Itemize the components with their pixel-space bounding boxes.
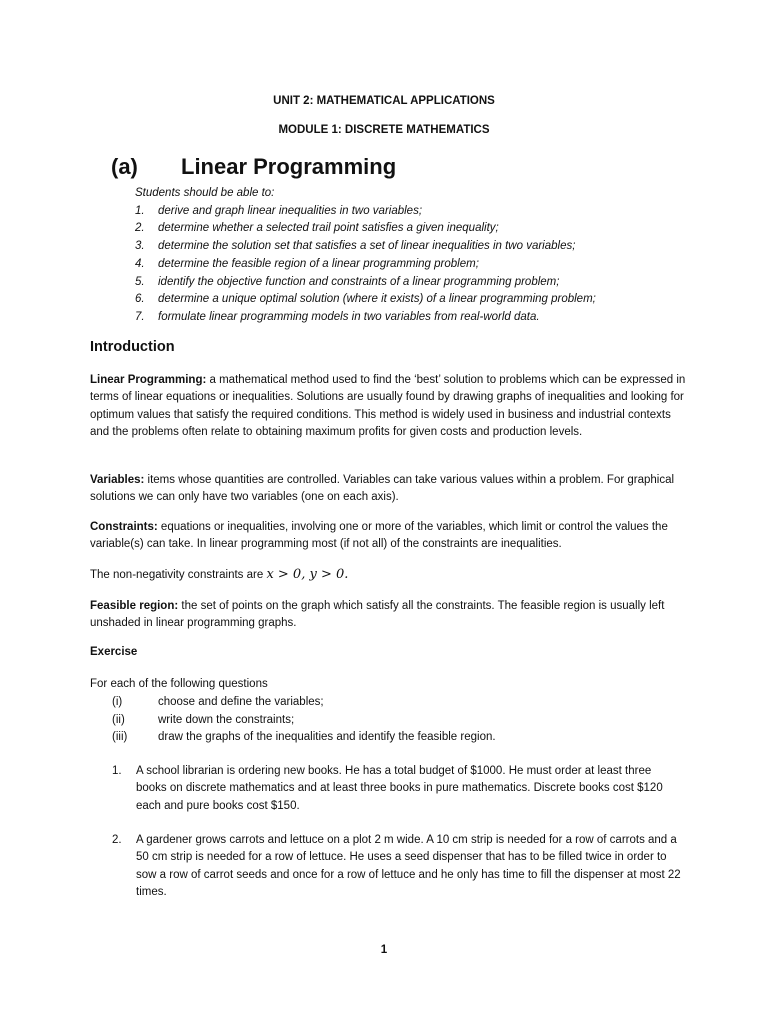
objective-item — [135, 203, 735, 221]
introduction-heading: Introduction — [90, 339, 175, 355]
objective-item — [135, 291, 735, 309]
exercise-subitem — [90, 729, 690, 747]
objective-item — [135, 309, 735, 327]
non-negativity-statement — [90, 566, 690, 584]
objective-text: identify the objective function and constraints of a linear programming problem; — [158, 275, 560, 288]
definition-term: Feasible region: — [90, 600, 179, 612]
objective-item — [135, 256, 735, 274]
objective-item — [135, 238, 735, 256]
definition-text: the set of points on the graph which satisfy all the constraints. The feasible region is usually left unshaded in linear programming graphs. — [90, 600, 665, 630]
exercise-question — [112, 763, 682, 815]
subitem-number: (i) — [112, 695, 123, 708]
exercise-subitem — [90, 712, 690, 730]
section-heading — [111, 154, 396, 180]
subitem-text: choose and define the variables; — [158, 695, 324, 708]
question-text: A school librarian is ordering new books. He has a total budget of $1000. He must order at least three books on discrete mathematics and at least three books in pure mathematics. Discrete books cost $120 each and pure books cost $150. — [136, 765, 663, 812]
exercise-instructions — [90, 676, 690, 747]
question-text: A gardener grows carrots and lettuce on a plot 2 m wide. A 10 cm strip is needed for a row of carrots and a 50 cm strip is needed for a row of lettuce. He uses a seed dispenser that has to be filled twice in order to sow a row of carrot seeds and once for a row of lettuce and he only has time to fill the dispenser at most 22 times. — [136, 834, 681, 899]
objective-item — [135, 220, 735, 238]
exercise-question — [112, 832, 682, 902]
objective-text: determine the feasible region of a linear programming problem; — [158, 257, 479, 270]
objective-text: determine whether a selected trail point satisfies a given inequality; — [158, 222, 499, 235]
objectives-intro: Students should be able to: — [135, 187, 275, 199]
objective-number: 3. — [135, 240, 145, 253]
definition-text: equations or inequalities, involving one or more of the variables, which limit or control the values the variable(s) can take. In linear programming most (if not all) of the constraints are inequalities. — [90, 521, 668, 551]
definition-text: a mathematical method used to find the ‘best’ solution to problems which can be expressed in terms of linear equations or inequalities. Solutions are usually found by drawing graphs of inequalities and looking for optimum values that satisfy the required conditions. This method is widely used in business and industrial contexts and the problems often relate to obtaining maximum profits for given costs and production levels. — [90, 374, 686, 438]
subitem-number: (iii) — [112, 731, 128, 744]
objective-number: 7. — [135, 310, 145, 323]
definition-text: items whose quantities are controlled. Variables can take various values within a problem. For graphical solutions we can only have two variables (one on each axis). — [90, 474, 675, 504]
exercise-intro: For each of the following questions — [90, 678, 268, 690]
definition-term: Constraints: — [90, 521, 158, 533]
constraints-definition — [90, 519, 690, 554]
objective-number: 1. — [135, 204, 145, 217]
objective-text: determine a unique optimal solution (where it exists) of a linear programming problem; — [158, 293, 596, 306]
objective-text: determine the solution set that satisfies a set of linear inequalities in two variables; — [158, 240, 576, 253]
feasible-region-definition — [90, 598, 690, 633]
definition-term: Variables: — [90, 474, 145, 486]
subitem-number: (ii) — [112, 713, 125, 726]
subitem-text: draw the graphs of the inequalities and identify the feasible region. — [158, 731, 496, 744]
exercise-subitem — [90, 694, 690, 712]
page-number: 1 — [380, 944, 388, 956]
objective-number: 2. — [135, 222, 145, 235]
subitem-text: write down the constraints; — [158, 713, 295, 726]
objective-number: 5. — [135, 275, 145, 288]
objective-text: formulate linear programming models in two variables from real-world data. — [158, 310, 540, 323]
variables-definition — [90, 472, 690, 507]
objective-text: derive and graph linear inequalities in two variables; — [158, 204, 423, 217]
exercise-heading: Exercise — [90, 646, 138, 658]
definition-term: Linear Programming: — [90, 374, 207, 386]
section-title: Linear Programming — [181, 154, 397, 179]
objectives-list — [135, 185, 735, 327]
question-number: 1. — [112, 765, 122, 777]
objective-number: 4. — [135, 257, 145, 270]
section-letter: (a) — [111, 154, 138, 179]
objective-number: 6. — [135, 293, 145, 306]
non-negativity-text: The non-negativity constraints are — [90, 569, 267, 581]
linear-programming-definition — [90, 372, 690, 441]
objective-item — [135, 274, 735, 292]
question-number: 2. — [112, 834, 122, 846]
unit-heading: UNIT 2: MATHEMATICAL APPLICATIONS — [273, 95, 495, 107]
non-negativity-math: x > 0, y > 0. — [266, 567, 349, 582]
module-heading: MODULE 1: DISCRETE MATHEMATICS — [278, 124, 490, 136]
